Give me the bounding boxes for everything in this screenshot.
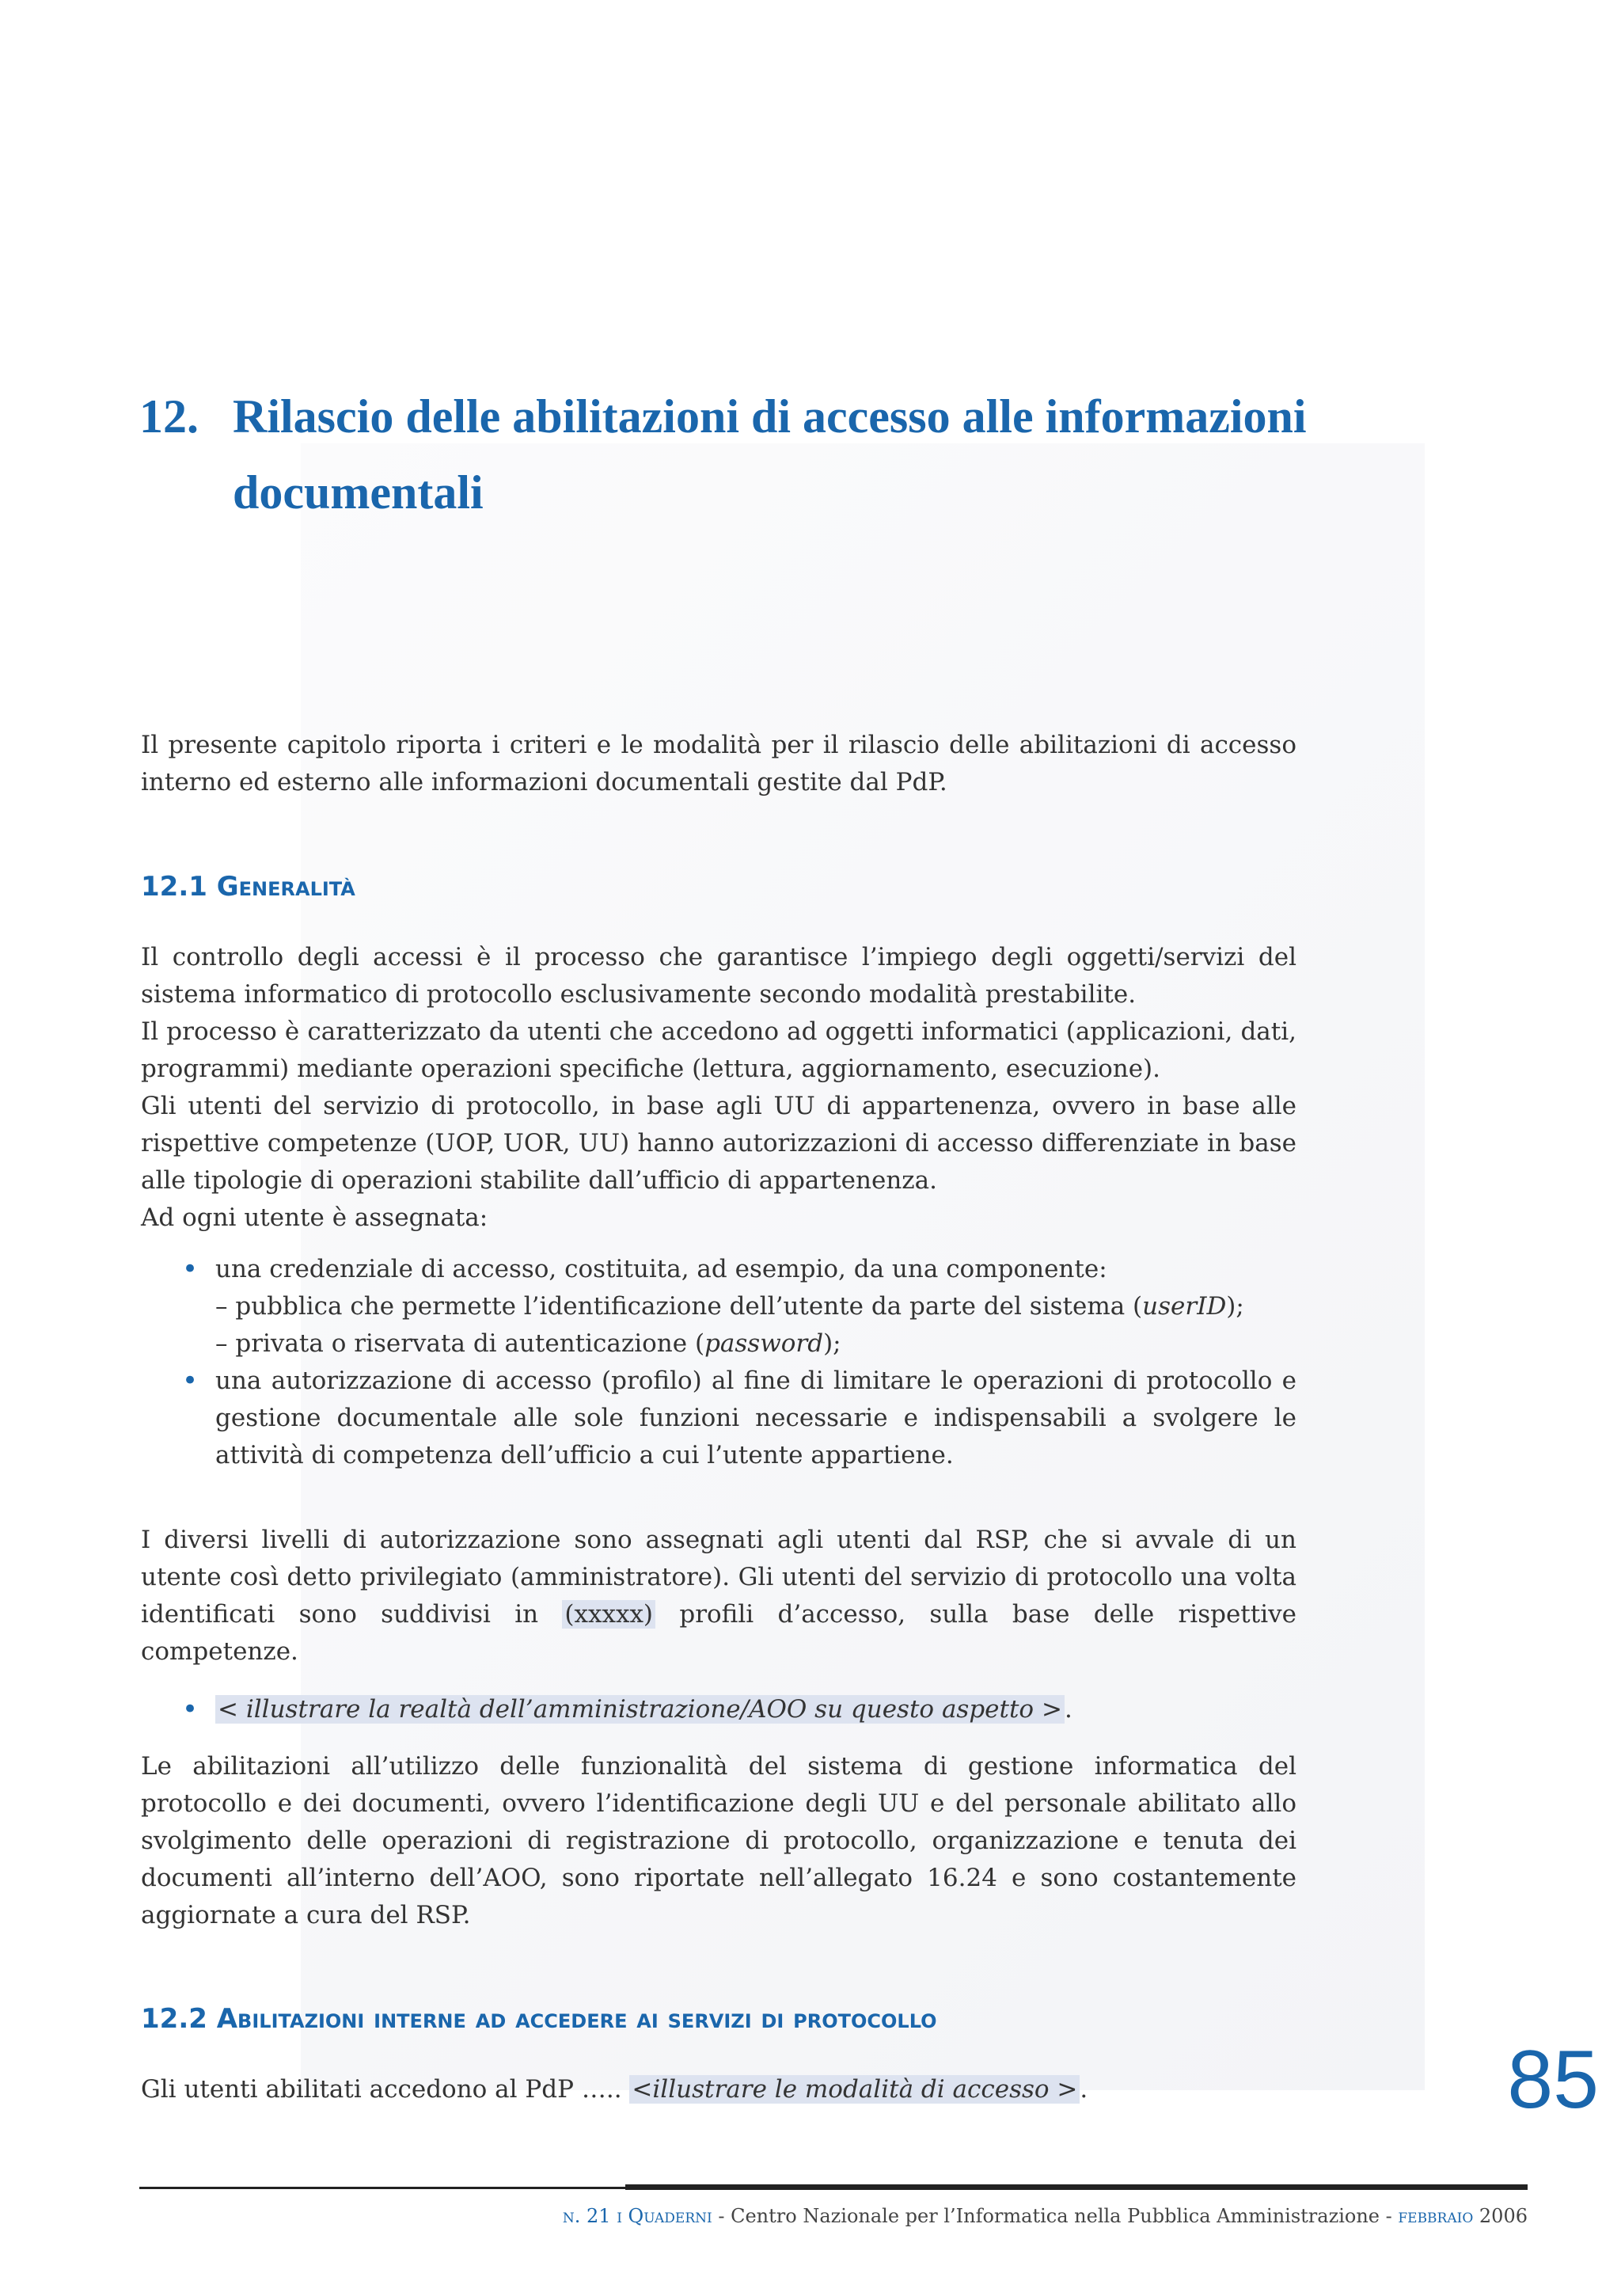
chapter-number: 12.	[139, 390, 199, 443]
page-number: 85	[1507, 2034, 1599, 2126]
section-title: Abilitazioni interne ad accedere ai servizi di protocollo	[216, 2003, 937, 2035]
intro-paragraph: Il presente capitolo riporta i criteri e le modalità per il rilascio delle abilitazioni di accesso interno ed esterno alle informazioni documentali gestite dal PdP.	[141, 731, 1296, 796]
placeholder-highlight: <illustrare le modalità di accesso >	[629, 2075, 1080, 2104]
footer-year: 2006	[1473, 2205, 1528, 2227]
paragraph: Il processo è caratterizzato da utenti che accedono ad oggetti informatici (applicazioni, dati, programmi) mediante operazioni specifiche (lettura, aggiornamento, esecuzione).	[141, 1017, 1296, 1083]
bullet-text: una credenziale di accesso, costituita, ad esempio, da una componente:	[215, 1255, 1107, 1283]
section-number: 12.2	[141, 2003, 207, 2035]
bullet-icon: •	[182, 1365, 199, 1397]
placeholder-highlight: < illustrare la realtà dell’amministrazione/AOO su questo aspetto >	[215, 1695, 1065, 1724]
footer-issue: n. 21	[562, 2205, 611, 2227]
sub-item-password: – privata o riservata di autenticazione (password);	[215, 1329, 841, 1358]
paragraph-access-modes: Gli utenti abilitati accedono al PdP ….. <illustrare le modalità di accesso >.	[141, 2075, 1088, 2104]
section-12-2-heading	[141, 2001, 937, 2036]
footer-center: - Centro Nazionale per l’Informatica nella Pubblica Amministrazione -	[712, 2205, 1399, 2227]
footer-month: febbraio	[1398, 2205, 1474, 2227]
list-item	[141, 1363, 1296, 1474]
sub-item-userid: – pubblica che permette l’identificazione dell’utente da parte del sistema (userID);	[215, 1292, 1244, 1321]
section-12-1-heading	[141, 869, 355, 904]
bullet-icon: •	[182, 1693, 199, 1725]
footer-series: Quaderni	[628, 2205, 712, 2227]
chapter-title-text: Rilascio delle abilitazioni di accesso alle informazioni documentali	[233, 390, 1307, 519]
bullet-text: una autorizzazione di accesso (profilo) al fine di limitare le operazioni di protocollo e gestione documentale alle sole funzioni necessarie e indispensabili a svolgere le attività di competenza dell’ufficio a cui l’utente appartiene.	[215, 1367, 1296, 1469]
bullet-icon: •	[182, 1253, 199, 1285]
placeholder-highlight: (xxxxx)	[562, 1600, 655, 1629]
paragraph: Gli utenti del servizio di protocollo, in base agli UU di appartenenza, ovvero in base alle rispettive competenze (UOP, UOR, UU) hanno autorizzazioni di accesso differenziate in base alle tipologie di operazioni stabilite dall’ufficio di appartenenza.	[141, 1092, 1296, 1195]
footer: n. 21 i Quaderni - Centro Nazionale per l’Informatica nella Pubblica Amministrazione - febbraio 2006	[562, 2205, 1528, 2227]
chapter-title	[139, 378, 1374, 530]
list-item	[141, 1251, 1296, 1363]
section-12-1-body	[141, 939, 1296, 1237]
section-number: 12.1	[141, 871, 207, 903]
paragraph: Ad ogni utente è assegnata:	[141, 1203, 488, 1232]
footer-divider	[139, 2187, 1528, 2189]
bullet-list	[141, 1251, 1296, 1474]
paragraph-authorization-levels: I diversi livelli di autorizzazione sono assegnati agli utenti dal RSP, che si avvale di un utente così detto privilegiato (amministratore). Gli utenti del servizio di protocollo una volta identificati sono suddivisi in (xxxxx) profili d’accesso, sulla base delle rispettive competenze.	[141, 1526, 1296, 1666]
paragraph: Il controllo degli accessi è il processo che garantisce l’impiego degli oggetti/servizi del sistema informatico di protocollo esclusivamente secondo modalità prestabilite.	[141, 943, 1296, 1009]
paragraph-enablements: Le abilitazioni all’utilizzo delle funzionalità del sistema di gestione informatica del protocollo e dei documenti, ovvero l’identificazione degli UU e del personale abilitato allo svolgimento delle operazioni di registrazione di protocollo, organizzazione e tenuta dei documenti all’interno dell’AOO, sono riportate nell’allegato 16.24 e sono costantemente aggiornate a cura del RSP.	[141, 1752, 1296, 1929]
section-title: Generalità	[216, 871, 355, 903]
